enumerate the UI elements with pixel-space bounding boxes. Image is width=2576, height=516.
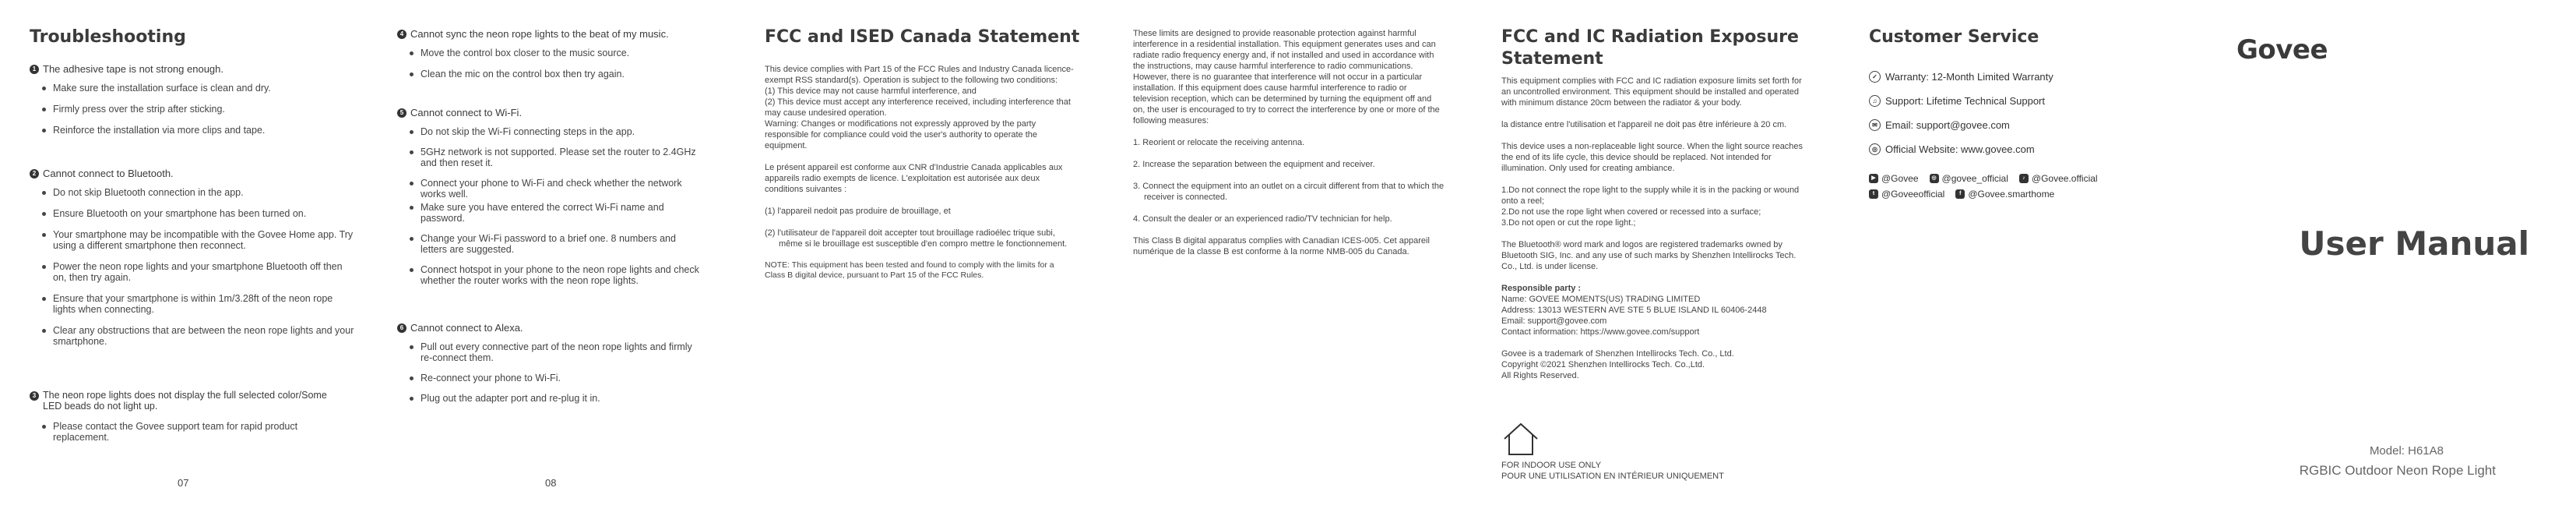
responsible-name: Name: GOVEE MOMENTS(US) TRADING LIMITED (1501, 295, 1701, 304)
list-item: Connect your phone to Wi-Fi and check whether the network works well. (410, 178, 701, 200)
list-item: Ensure Bluetooth on your smartphone has been turned on. (42, 208, 357, 219)
issue-number-badge: 1 (30, 65, 39, 74)
model-number: Model: H61A8 (2369, 444, 2444, 458)
issue-number-badge: 2 (30, 169, 39, 178)
list-item: Connect hotspot in your phone to the neon rope lights and check whether the router works with the neon rope lights. (410, 264, 701, 286)
radiation-exposure-page (1501, 0, 1821, 516)
issue-4 (397, 28, 709, 80)
safety-note-1: 1.Do not connect the rope light to the supply while it is in the packing or wound onto a reel; (1501, 186, 1800, 206)
issue-number-badge: 5 (397, 108, 406, 118)
social-link[interactable]: ♪ @Govee.official (2019, 173, 2098, 184)
list-item: Firmly press over the strip after sticking. (42, 104, 372, 115)
social-link[interactable]: ▶ @Govee (1869, 173, 1919, 184)
measure-1: 1. Reorient or relocate the receiving antenna. (1133, 138, 1305, 147)
bluetooth-trademark-paragraph: The Bluetooth® word mark and logos are registered trademarks owned by Bluetooth SIG, Inc. and any use of such marks by Shenzhen Intellirocks Tech. Co., Ltd. is under license. (1501, 240, 1797, 271)
issue-number-badge: 6 (397, 323, 406, 333)
page-number: 07 (178, 477, 189, 489)
radiation-exposure-title: FCC and IC Radiation Exposure Statement (1501, 27, 1799, 69)
support-row (1869, 91, 2180, 110)
issue-solutions (42, 421, 341, 443)
responsible-party-title: Responsible party : (1501, 284, 1582, 293)
issue-heading: The adhesive tape is not strong enough. (43, 63, 223, 75)
responsible-address: Address: 13013 WESTERN AVE STE 5 BLUE ISLAND IL 60406-2448 (1501, 306, 1767, 315)
headset-icon: ♫ (1869, 95, 1881, 107)
list-item: Power the neon rope lights and your smartphone Bluetooth off then on, then try again. (42, 261, 357, 283)
list-item: Re-connect your phone to Wi-Fi. (410, 373, 701, 383)
list-item: Clean the mic on the control box then try again. (410, 69, 709, 80)
social-link[interactable]: f @Govee.smarthome (1955, 189, 2054, 200)
responsible-contact: Contact information: https://www.govee.com/support (1501, 327, 1700, 337)
twitter-icon: t (1869, 189, 1878, 199)
facebook-icon: f (1955, 189, 1965, 199)
email-row (1869, 115, 2180, 134)
social-link[interactable]: ◎ @govee_official (1930, 173, 2008, 184)
list-item: Change your Wi-Fi password to a brief one. 8 numbers and letters are suggested. (410, 233, 701, 255)
list-item: Do not skip the Wi-Fi connecting steps in the app. (410, 126, 701, 137)
list-item: Plug out the adapter port and re-plug it in. (410, 393, 701, 404)
safety-note-3: 3.Do not open or cut the rope light.; (1501, 218, 1636, 228)
website-row (1869, 140, 2180, 158)
condition-2: (2) This device must accept any interference received, including interference that may cause undesired operation. (765, 97, 1071, 118)
responsible-email: Email: support@govee.com (1501, 316, 1607, 326)
exposure-paragraph: This equipment complies with FCC and IC radiation exposure limits set forth for an uncontrolled environment. This equipment should be installed and operated with minimum distance 20cm between the radiator & your body. (1501, 76, 1802, 108)
fcc-note: NOTE: This equipment has been tested and found to comply with the limits for a Class B digital device, pursuant to Part 15 of the FCC Rules. (765, 260, 1054, 280)
issue-heading: Cannot connect to Bluetooth. (43, 168, 174, 179)
issue-6 (397, 322, 701, 404)
cover-page (2227, 0, 2576, 516)
french-condition-1: (1) l'appareil nedoit pas produire de brouillage, et (765, 207, 951, 216)
tiktok-icon: ♪ (2019, 174, 2029, 183)
measure-2: 2. Increase the separation between the equipment and receiver. (1133, 160, 1375, 169)
indoor-use-label: FOR INDOOR USE ONLY (1501, 461, 1602, 470)
fcc-measures-page (1133, 0, 1445, 516)
product-name: RGBIC Outdoor Neon Rope Light (2299, 463, 2496, 478)
govee-logo: Govee (2236, 34, 2328, 65)
list-item: 5GHz network is not supported. Please set the router to 2.4GHz and then reset it. (410, 147, 701, 168)
list-item: Pull out every connective part of the neon rope lights and firmly re-connect them. (410, 341, 701, 363)
customer-service-title: Customer Service (1869, 27, 2039, 47)
limits-paragraph: These limits are designed to provide reasonable protection against harmful interference in a residential installation. This equipment generates uses and can radiate radio frequency energy and, if not installed and used in accordance with the instructions, may cause harmful interference to radio communications. However, there is no guarantee that interference will not occur in a particular installation. If this equipment does cause harmful interference to radio or television reception, which can be determined by turning the equipment off and on, the user is encouraged to try to correct the interference by one or more of the following measures: (1133, 29, 1440, 125)
french-distance-paragraph: la distance entre l'utilisation et l'appareil ne doit pas être inférieure à 20 cm. (1501, 120, 1787, 129)
social-link[interactable]: t @Goveeofficial (1869, 189, 1944, 200)
youtube-icon: ▶ (1869, 174, 1878, 183)
list-item: Your smartphone may be incompatible with the Govee Home app. Try using a different smartphone then reconnect. (42, 229, 357, 251)
troubleshooting-page-07 (30, 0, 372, 516)
issue-5 (397, 107, 701, 286)
indoor-use-label-french: POUR UNE UTILISATION EN INTÉRIEUR UNIQUEMENT (1501, 472, 1724, 481)
issue-3 (30, 390, 341, 443)
copyright-line: Copyright ©2021 Shenzhen Intellirocks Tech. Co.,Ltd. (1501, 360, 1705, 369)
warranty-row (1869, 67, 2180, 86)
issue-heading: Cannot connect to Alexa. (410, 322, 523, 334)
ices-paragraph: This Class B digital apparatus complies with Canadian ICES-005. Cet appareil numérique de la classe B est conforme à la norme NMB-005 du Canada. (1133, 236, 1430, 256)
issue-number-badge: 4 (397, 30, 406, 39)
warning-paragraph: Warning: Changes or modifications not expressly approved by the party responsible for compliance could void the user's authority to operate the equipment. (765, 119, 1038, 150)
issue-solutions (410, 341, 701, 404)
social-links (1869, 171, 2196, 202)
issue-solutions (410, 48, 709, 80)
list-item: Make sure the installation surface is clean and dry. (42, 83, 372, 94)
issue-solutions (410, 126, 701, 286)
email-icon: ✉ (1869, 119, 1881, 131)
issue-solutions (42, 187, 357, 347)
fcc-ised-title: FCC and ISED Canada Statement (765, 27, 1080, 47)
globe-icon: ◎ (1869, 143, 1881, 155)
warranty-icon: ✓ (1869, 71, 1881, 83)
website-text[interactable]: Official Website: www.govee.com (1885, 143, 2035, 155)
french-paragraph: Le présent appareil est conforme aux CNR d'Industrie Canada applicables aux appareils radio exempts de licence. L'exploitation est autorisée aux deux conditions suivantes : (765, 163, 1063, 194)
fcc-ised-page (765, 0, 1080, 516)
list-item: Ensure that your smartphone is within 1m/3.28ft of the neon rope lights when connecting. (42, 293, 357, 315)
email-text[interactable]: Email: support@govee.com (1885, 118, 2010, 131)
warranty-text: Warranty: 12-Month Limited Warranty (1885, 70, 2053, 83)
troubleshooting-title: Troubleshooting (30, 27, 186, 47)
list-item: Please contact the Govee support team for rapid product replacement. (42, 421, 341, 443)
compliance-paragraph: This device complies with Part 15 of the FCC Rules and Industry Canada licence-exempt RSS standard(s). Operation is subject to the following two conditions: (765, 65, 1074, 85)
trademark-line: Govee is a trademark of Shenzhen Intellirocks Tech. Co., Ltd. (1501, 349, 1734, 359)
list-item: Make sure you have entered the correct Wi-Fi name and password. (410, 202, 701, 224)
rights-line: All Rights Reserved. (1501, 371, 1579, 380)
issue-heading: Cannot sync the neon rope lights to the beat of my music. (410, 28, 669, 40)
list-item: Clear any obstructions that are between the neon rope lights and your smartphone. (42, 325, 357, 347)
troubleshooting-page-08 (397, 0, 709, 516)
list-item: Move the control box closer to the music source. (410, 48, 709, 58)
issue-heading: Cannot connect to Wi-Fi. (410, 107, 523, 118)
issue-solutions (42, 83, 372, 136)
condition-1: (1) This device may not cause harmful interference, and (765, 87, 977, 96)
instagram-icon: ◎ (1930, 174, 1939, 183)
manual-title: User Manual (2299, 224, 2529, 263)
issue-1 (30, 63, 372, 136)
issue-number-badge: 3 (30, 391, 39, 401)
issue-2 (30, 168, 357, 347)
french-condition-2: (2) l'utilisateur de l'appareil doit accepter tout brouillage radioélec trique subi, même si le brouillage est susceptible d'en compro mettre le fonctionnement. (765, 228, 1068, 249)
support-text: Support: Lifetime Technical Support (1885, 94, 2045, 107)
customer-service-page (1869, 0, 2180, 516)
measure-4: 4. Consult the dealer or an experienced radio/TV technician for help. (1133, 214, 1392, 224)
measure-3: 3. Connect the equipment into an outlet on a circuit different from that to which the receiver is connected. (1133, 182, 1445, 202)
indoor-house-icon (1501, 422, 1540, 456)
page-number: 08 (545, 477, 557, 489)
safety-note-2: 2.Do not use the rope light when covered or recessed into a surface; (1501, 207, 1761, 217)
issue-heading: The neon rope lights does not display the full selected color/Some LED beads do not light up. (43, 390, 327, 412)
list-item: Do not skip Bluetooth connection in the app. (42, 187, 357, 198)
light-source-paragraph: This device uses a non-replaceable light source. When the light source reaches the end of its life cycle, this device should be replaced. Not intended for illumination. Only used for creating ambiance. (1501, 142, 1804, 173)
list-item: Reinforce the installation via more clips and tape. (42, 125, 372, 136)
